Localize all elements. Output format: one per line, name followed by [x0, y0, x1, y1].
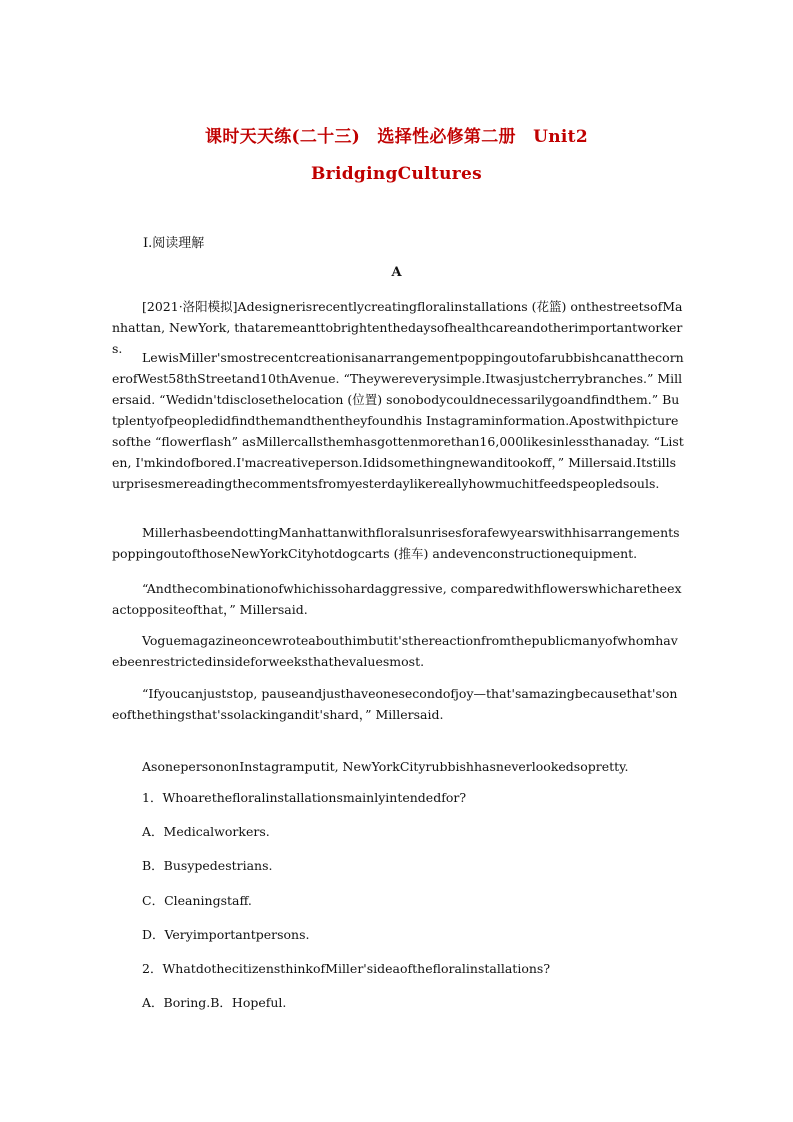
document-subtitle: BridgingCultures [311, 164, 482, 184]
question-1-option-b: B．Busypedestrians. [142, 858, 273, 873]
paragraph-5: Voguemagazineoncewroteabouthimbutit'sthereactionfromthepublicmanyofwhomhavebeenrestrictedinsideforweeksthathevaluesmost. [112, 633, 678, 669]
paragraph-3: MillerhasbeendottingManhattanwithfloralsunrisesforafewyearswithhisarrangementspoppingoutofthoseNewYorkCityhotdogcarts (推车) andevenconstructionequipment. [112, 525, 680, 561]
document-title: 课时天天练(二十三) 选择性必修第二册 Unit2 [205, 127, 588, 147]
question-1-option-d: D．Veryimportantpersons. [142, 927, 310, 942]
paragraph-1: [2021·洛阳模拟]Adesignerisrecentlycreatingfloralinstallations (花篮) onthestreetsofManhattan, NewYork, thataremeanttobrightenthedaysofhealthcareandotherimportantworkers. [112, 299, 683, 356]
passage-label: A [391, 265, 402, 280]
section-heading: Ⅰ.阅读理解 [143, 236, 205, 251]
question-1-option-c: C．Cleaningstaff. [142, 893, 252, 908]
paragraph-4: “Andthecombinationofwhichissohardaggressive, comparedwithflowerswhicharetheexactoppositeofthat，” Millersaid. [112, 581, 682, 617]
paragraph-6: “Ifyoucanjuststop, pauseandjusthaveonesecondofjoy—that'samazingbecausethat'soneofthethingsthat'ssolackingandit'shard，” Millersaid. [112, 686, 678, 722]
question-1-stem: 1．Whoarethefloralinstallationsmainlyintendedfor? [142, 790, 467, 805]
paragraph-2: LewisMiller'smostrecentcreationisanarrangementpoppingoutofarubbishcanatthecornerofWest58thStreetand10thAvenue. “Theywereverysimple.Itwasjustcherrybranches.” Millersaid. “Wedidn'tdisclosethelocation (位置) sonobodycouldnecessarilygoandfindthem.” Butplentyofpeopledidfindthemandthentheyfoundhis Instagraminformation.Apostwithpicturesofthe “flowerflash” asMillercallsthemhasgottenmorethan16,000likesinlessthanaday. “Listen, I'mkindofbored.I'macreativeperson.Ididsomethingnewanditookoff，” Millersaid.Itstillsurprisesmereadingthecommentsfromyesterdaylikereallyhowmuchitfeedspeopledsouls. [112, 350, 684, 491]
question-2-options: A．Boring.B．Hopeful. [142, 995, 287, 1010]
paragraph-7: AsonepersononInstagramputit, NewYorkCityrubbishhasneverlookedsopretty. [142, 759, 629, 774]
question-2-stem: 2．WhatdothecitizensthinkofMiller'sideaofthefloralinstallations? [142, 961, 551, 976]
question-1-option-a: A．Medicalworkers. [142, 824, 270, 839]
